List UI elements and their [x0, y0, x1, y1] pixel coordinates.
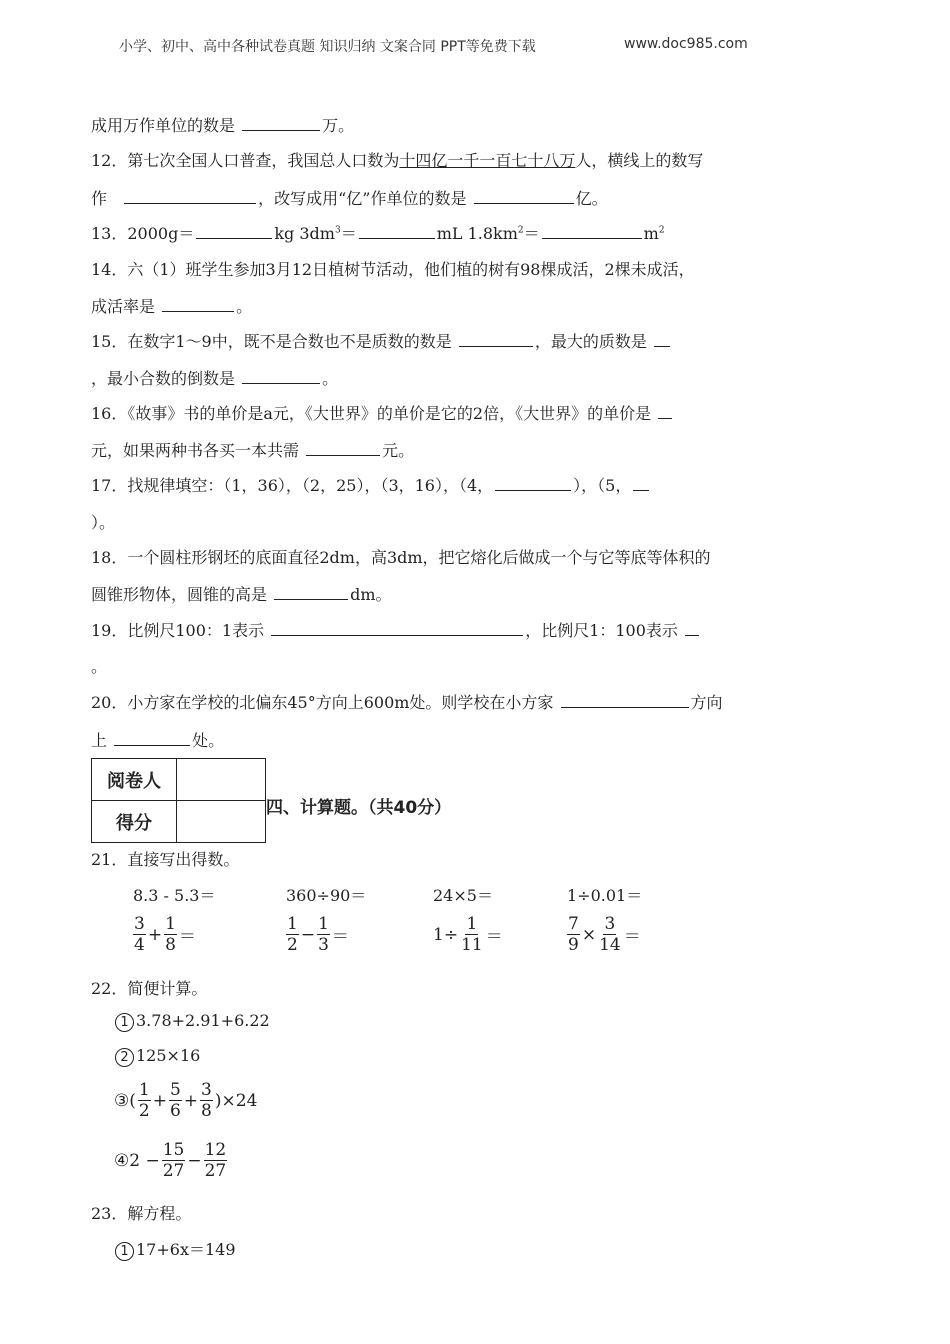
answer-blank[interactable]	[162, 297, 234, 312]
answer-blank[interactable]	[495, 476, 571, 491]
question-14: 14．六（1）班学生参加3月12日植树节活动，他们植的树有98棵成活，2棵未成活，	[91, 260, 695, 279]
calc-item: 8.3 - 5.3＝	[133, 886, 216, 905]
question-19: 19．比例尺100：1表示 ，比例尺1：100表示	[91, 618, 701, 641]
answer-blank[interactable]	[654, 332, 670, 347]
calc-item: 1÷0.01＝	[567, 886, 643, 905]
question-20-line2: 上 处。	[91, 731, 225, 750]
calc-item: 24×5＝	[433, 886, 493, 905]
fraction-item: $\frac{7}{9}$ × $\frac{3}{14}$ ＝	[568, 914, 641, 955]
reviewer-label: 阅卷人	[92, 759, 177, 801]
question-22: 22．简便计算。	[91, 979, 208, 998]
question-19-line2: 。	[91, 657, 108, 676]
question-17-line2: ）。	[91, 513, 116, 532]
question-16: 16．《故事》书的单价是a元，《大世界》的单价是它的2倍，《大世界》的单价是	[91, 401, 674, 424]
question-23: 23．解方程。	[91, 1204, 192, 1223]
answer-blank[interactable]	[124, 189, 256, 204]
question-15: 15．在数字1～9中，既不是合数也不是质数的数是 ，最大的质数是	[91, 329, 672, 352]
score-cell[interactable]	[177, 801, 266, 843]
fraction-item: $\frac{1}{2}$ − $\frac{1}{3}$ ＝	[287, 914, 349, 955]
simplify-item-4: ④ 2 − $\frac{15}{27}$ − $\frac{12}{27}$	[114, 1140, 227, 1181]
underlined-number: 十四亿一千一百七十八万	[399, 151, 576, 170]
question-16-line2: 元，如果两种书各买一本共需 元。	[91, 441, 415, 460]
question-14-line2: 成活率是 。	[91, 297, 253, 316]
answer-blank[interactable]	[459, 332, 533, 347]
header-text: 小学、初中、高中各种试卷真题 知识归纳 文案合同 PPT等免费下载	[119, 39, 536, 55]
question-12: 12．第七次全国人口普查，我国总人口数为十四亿一千一百七十八万人，横线上的数写	[91, 151, 704, 170]
question-20: 20．小方家在学校的北偏东45°方向上600m处。则学校在小方家 方向	[91, 693, 723, 712]
answer-blank[interactable]	[306, 441, 380, 456]
simplify-item-1: 1 3.78+2.91+6.22	[115, 1011, 270, 1032]
answer-blank[interactable]	[474, 189, 574, 204]
fraction-item: 1÷ $\frac{1}{11}$ ＝	[433, 914, 503, 955]
answer-blank[interactable]	[242, 116, 320, 131]
simplify-item-2: 2 125×16	[115, 1046, 200, 1067]
answer-blank[interactable]	[633, 476, 649, 491]
answer-blank[interactable]	[658, 404, 672, 419]
q11-tail: 成用万作单位的数是 万。	[91, 116, 355, 135]
question-15-line2: ，最小合数的倒数是 。	[91, 369, 339, 388]
question-21: 21．直接写出得数。	[91, 850, 240, 869]
answer-blank[interactable]	[274, 585, 348, 600]
question-13: 13．2000g＝ kg $3dm^3=$ mL $1.8km^2= m^2$	[91, 224, 665, 243]
answer-blank[interactable]	[271, 621, 523, 636]
question-12-line2: 作 ，改写成用“亿”作单位的数是 亿。	[91, 189, 608, 208]
answer-blank[interactable]	[242, 369, 320, 384]
reviewer-cell[interactable]	[177, 759, 266, 801]
fraction-item: $\frac{3}{4}$ + $\frac{1}{8}$ ＝	[134, 914, 196, 955]
equation-item-1: 1 17+6x＝149	[115, 1237, 236, 1261]
section-title: 四、计算题。（共40分）	[266, 798, 452, 818]
question-17: 17．找规律填空：（1，36），（2，25），（3，16），（4， ），（5，	[91, 473, 651, 496]
answer-blank[interactable]	[196, 224, 272, 239]
simplify-item-3: ③ ( $\frac{1}{2}$ + $\frac{5}{6}$ + $\frac{3}{8}$ )×24	[114, 1080, 258, 1121]
answer-blank[interactable]	[542, 224, 642, 239]
answer-blank[interactable]	[359, 224, 435, 239]
calc-item: 360÷90＝	[286, 886, 367, 905]
score-label: 得分	[92, 801, 177, 843]
header-url: www.doc985.com	[624, 36, 748, 52]
answer-blank[interactable]	[114, 731, 190, 746]
answer-blank[interactable]	[561, 693, 689, 708]
score-table	[91, 758, 266, 843]
answer-blank[interactable]	[685, 621, 699, 636]
question-18: 18．一个圆柱形钢坯的底面直径2dm，高3dm，把它熔化后做成一个与它等底等体积的	[91, 548, 711, 567]
question-18-line2: 圆锥形物体，圆锥的高是 dm。	[91, 585, 392, 604]
